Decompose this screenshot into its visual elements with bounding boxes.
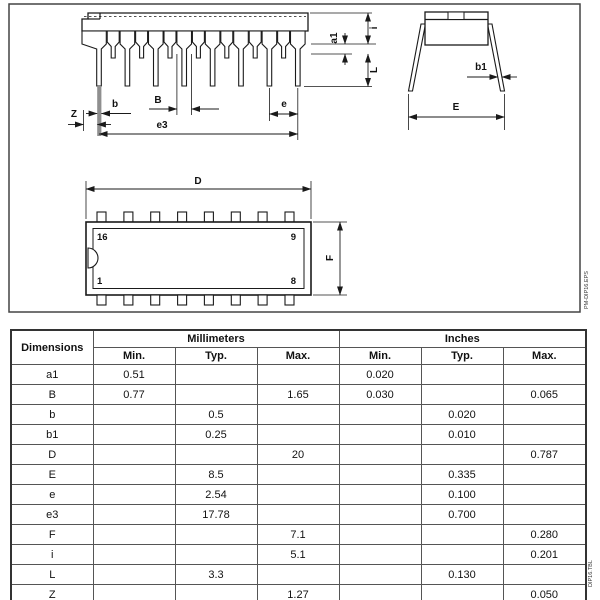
value-cell	[503, 465, 586, 485]
value-cell: 0.5	[175, 405, 257, 425]
value-cell	[93, 425, 175, 445]
table-row	[11, 445, 586, 465]
dim-label-Z: Z	[70, 109, 77, 120]
value-cell: 0.787	[503, 445, 586, 465]
lead-measure-zone	[97, 86, 101, 136]
dimensions-table	[10, 329, 587, 600]
value-cell	[503, 405, 586, 425]
drawing-file-note: PM-DIP16.EPS	[584, 271, 590, 309]
table-row	[11, 425, 586, 445]
value-cell	[503, 365, 586, 385]
pin-number-1: 1	[97, 276, 103, 287]
value-cell	[421, 445, 503, 465]
dim-label: L	[11, 565, 93, 585]
dim-label-E: E	[452, 102, 460, 113]
header-in-min: Min.	[339, 348, 421, 365]
value-cell: 0.25	[175, 425, 257, 445]
value-cell	[257, 505, 339, 525]
dim-label: e	[11, 485, 93, 505]
value-cell: 0.100	[421, 485, 503, 505]
value-cell	[257, 465, 339, 485]
table-row	[11, 485, 586, 505]
value-cell	[339, 445, 421, 465]
dim-label-B: B	[154, 95, 162, 106]
value-cell	[257, 405, 339, 425]
dim-label-D: D	[194, 176, 202, 187]
value-cell	[503, 505, 586, 525]
value-cell: 0.065	[503, 385, 586, 405]
header-mm-max: Max.	[257, 348, 339, 365]
header-in-typ: Typ.	[421, 348, 503, 365]
table-row	[11, 525, 586, 545]
dim-label-a1: a1	[329, 32, 340, 44]
value-cell: 0.020	[421, 405, 503, 425]
table-row	[11, 385, 586, 405]
dim-label: B	[11, 385, 93, 405]
value-cell	[93, 585, 175, 600]
end-view	[409, 12, 518, 130]
value-cell	[339, 525, 421, 545]
table-row	[11, 505, 586, 525]
value-cell	[503, 565, 586, 585]
dim-label-b: b	[111, 99, 119, 110]
pin-number-8: 8	[290, 276, 296, 287]
value-cell	[175, 585, 257, 600]
value-cell	[421, 385, 503, 405]
value-cell: 5.1	[257, 545, 339, 565]
value-cell	[339, 405, 421, 425]
value-cell	[93, 485, 175, 505]
value-cell: 1.27	[257, 585, 339, 600]
value-cell	[339, 465, 421, 485]
value-cell	[339, 585, 421, 600]
value-cell	[421, 365, 503, 385]
table-row	[11, 405, 586, 425]
dim-label-b1: b1	[475, 62, 487, 73]
value-cell: 7.1	[257, 525, 339, 545]
value-cell	[175, 545, 257, 565]
table-row	[11, 585, 586, 600]
value-cell	[175, 445, 257, 465]
dim-label: i	[11, 545, 93, 565]
dim-label: e3	[11, 505, 93, 525]
header-mm-min: Min.	[93, 348, 175, 365]
table-row	[11, 545, 586, 565]
value-cell	[257, 565, 339, 585]
value-cell	[339, 485, 421, 505]
value-cell	[339, 505, 421, 525]
dim-label: E	[11, 465, 93, 485]
top-view	[86, 176, 347, 305]
value-cell: 0.700	[421, 505, 503, 525]
value-cell	[339, 545, 421, 565]
value-cell: 0.010	[421, 425, 503, 445]
value-cell: 0.050	[503, 585, 586, 600]
value-cell	[421, 545, 503, 565]
header-dimensions: Dimensions	[11, 330, 93, 365]
value-cell	[339, 425, 421, 445]
value-cell	[175, 365, 257, 385]
dim-label-F: F	[325, 254, 336, 262]
value-cell: 3.3	[175, 565, 257, 585]
dim-label: b	[11, 405, 93, 425]
dim-label-e: e	[281, 99, 287, 110]
value-cell	[421, 585, 503, 600]
side-view	[68, 13, 380, 140]
value-cell: 0.77	[93, 385, 175, 405]
value-cell: 0.201	[503, 545, 586, 565]
value-cell	[421, 525, 503, 545]
value-cell: 0.51	[93, 365, 175, 385]
value-cell	[93, 445, 175, 465]
dim-label: a1	[11, 365, 93, 385]
dim-label-i: i	[369, 26, 380, 30]
value-cell: 0.020	[339, 365, 421, 385]
dim-label-L: L	[369, 66, 380, 74]
value-cell	[93, 505, 175, 525]
table-file-note: DIP16.TBL	[588, 560, 594, 587]
value-cell: 2.54	[175, 485, 257, 505]
value-cell: 20	[257, 445, 339, 465]
table-row	[11, 565, 586, 585]
value-cell	[257, 425, 339, 445]
value-cell	[93, 465, 175, 485]
value-cell: 0.335	[421, 465, 503, 485]
value-cell	[339, 565, 421, 585]
value-cell: 8.5	[175, 465, 257, 485]
header-inches: Inches	[339, 330, 586, 348]
dim-label-e3: e3	[156, 120, 168, 131]
dim-label: b1	[11, 425, 93, 445]
value-cell	[93, 545, 175, 565]
table-row	[11, 465, 586, 485]
dim-label: F	[11, 525, 93, 545]
value-cell	[175, 525, 257, 545]
value-cell	[503, 425, 586, 445]
value-cell	[175, 385, 257, 405]
table-row	[11, 365, 586, 385]
value-cell	[93, 525, 175, 545]
header-millimeters: Millimeters	[93, 330, 339, 348]
value-cell: 0.130	[421, 565, 503, 585]
value-cell	[93, 405, 175, 425]
value-cell: 1.65	[257, 385, 339, 405]
value-cell	[257, 485, 339, 505]
value-cell: 17.78	[175, 505, 257, 525]
value-cell	[257, 365, 339, 385]
header-mm-typ: Typ.	[175, 348, 257, 365]
pin-number-9: 9	[290, 232, 296, 243]
dim-label: Z	[11, 585, 93, 600]
dim-label: D	[11, 445, 93, 465]
pin-number-16: 16	[97, 232, 108, 243]
value-cell	[503, 485, 586, 505]
value-cell: 0.030	[339, 385, 421, 405]
value-cell	[93, 565, 175, 585]
value-cell: 0.280	[503, 525, 586, 545]
header-in-max: Max.	[503, 348, 586, 365]
